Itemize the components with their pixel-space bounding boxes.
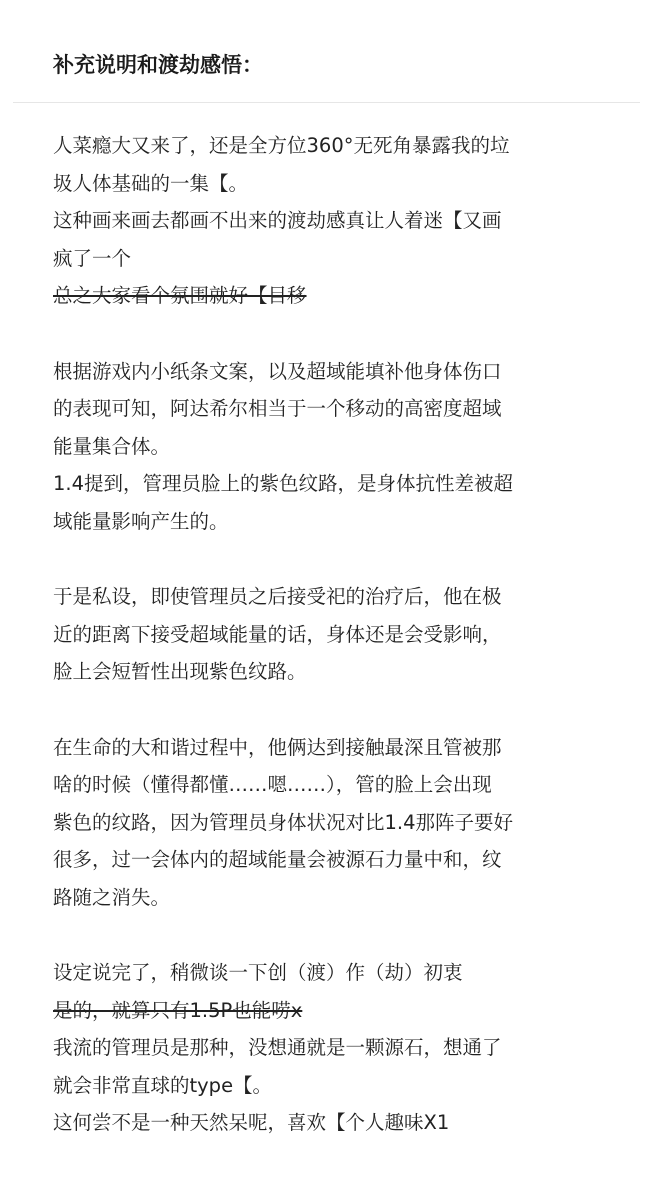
section-heading: 补充说明和渡劫感悟： <box>53 53 263 77</box>
text-line: 疯了一个 <box>53 246 132 270</box>
text-line: 近的距离下接受超域能量的话，身体还是会受影响， <box>53 622 502 646</box>
text-line: 域能量影响产生的。 <box>53 509 229 533</box>
text-line: 圾人体基础的一集【。 <box>53 171 249 195</box>
text-line: 很多，过一会体内的超域能量会被源石力量中和，纹 <box>53 848 502 872</box>
text-line: 1.4提到，管理员脸上的紫色纹路，是身体抗性差被超 <box>53 472 514 496</box>
text-line: 紫色的纹路，因为管理员身体状况对比1.4那阵子要好 <box>53 810 514 834</box>
paragraph-gap <box>53 691 613 729</box>
paragraph-gap <box>53 541 613 579</box>
text-line: 我流的管理员是那种，没想通就是一颗源石，想通了 <box>53 1036 502 1060</box>
text-line: 人菜瘾大又来了，还是全方位360°无死角暴露我的垃 <box>53 134 510 157</box>
strikethrough-line: 是的，就算只有1.5P也能唠x <box>53 998 303 1022</box>
text-line: 这何尝不是一种天然呆呢，喜欢【个人趣味X1 <box>53 1111 450 1135</box>
text-line: 路随之消失。 <box>53 885 171 909</box>
text-line: 在生命的大和谐过程中，他俩达到接触最深且管被那 <box>53 735 502 759</box>
text-line: 的表现可知，阿达希尔相当于一个移动的高密度超域 <box>53 397 502 421</box>
note-body <box>53 127 613 1142</box>
text-line: 能量集合体。 <box>53 434 171 458</box>
paragraph-gap <box>53 315 613 353</box>
text-line: 啥的时候（懂得都懂……嗯……），管的脸上会出现 <box>53 773 492 797</box>
text-line: 于是私设，即使管理员之后接受祀的治疗后，他在极 <box>53 585 502 609</box>
text-line: 根据游戏内小纸条文案，以及超域能填补他身体伤口 <box>53 359 502 383</box>
heading-divider <box>13 102 640 103</box>
text-line: 设定说完了，稍微谈一下创（渡）作（劫）初衷 <box>53 961 463 985</box>
text-line: 脸上会短暂性出现紫色纹路。 <box>53 660 307 684</box>
strikethrough-line: 总之大家看个氛围就好【目移 <box>53 284 307 308</box>
text-line: 就会非常直球的type【。 <box>53 1073 273 1097</box>
text-line: 这种画来画去都画不出来的渡劫感真让人着迷【又画 <box>53 209 502 233</box>
paragraph-gap <box>53 916 613 954</box>
